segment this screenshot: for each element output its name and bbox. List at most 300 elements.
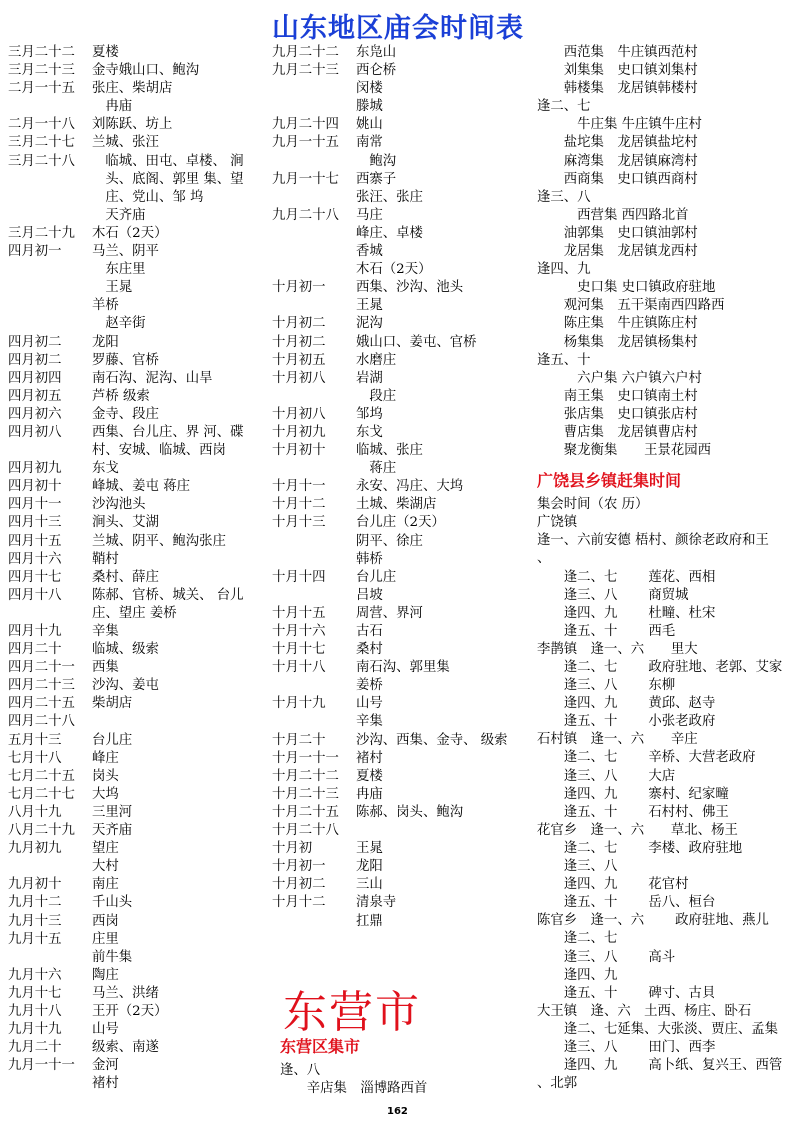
fair-date: 十月二十三	[272, 786, 339, 802]
fair-row	[8, 533, 244, 551]
fair-places: 羊桥	[92, 298, 119, 314]
fair-places: 山号	[356, 696, 383, 712]
market-line: 盐坨集 龙居镇盐坨村	[537, 135, 698, 151]
market-line: 油郭集 史口镇油郭村	[537, 225, 698, 241]
fair-row	[272, 840, 508, 858]
guangrao-line: 大王镇 逢、六 土西、杨庄、卧石	[537, 1003, 752, 1019]
fair-places: 南庄	[92, 877, 119, 893]
fair-row	[8, 949, 244, 967]
fair-date: 四月十五	[8, 533, 62, 549]
fair-date: 四月二十	[8, 642, 62, 658]
fair-row	[272, 189, 508, 207]
fair-places: 前牛集	[92, 949, 133, 965]
fair-places: 张庄、柴胡店	[92, 81, 173, 97]
fair-places: 大坞	[92, 786, 119, 802]
market-line: 刘集集 史口镇刘集村	[537, 63, 698, 79]
fair-places: 王晁	[92, 280, 133, 296]
fair-places: 三里河	[92, 804, 133, 820]
fair-date: 三月二十二	[8, 45, 75, 60]
market-line: 陈庄集 牛庄镇陈庄村	[537, 316, 698, 332]
guangrao-line: 逢四、九 高卜纸、复兴王、西管	[537, 1058, 783, 1074]
fair-places: 王开（2天）	[92, 1003, 168, 1019]
market-line: 西营集 西四路北首	[537, 207, 689, 223]
fair-places: 金河	[92, 1058, 119, 1074]
fair-places: 大村	[92, 859, 119, 875]
guangrao-line: 、北郭	[537, 1076, 578, 1092]
market-line: 西商集 史口镇西商村	[537, 171, 698, 187]
guangrao-line: 逢二、七 李楼、政府驻地	[537, 840, 743, 856]
market-line: 六户集 六户镇六户村	[537, 370, 702, 386]
guangrao-line: 逢五、十 岳八、桓台	[537, 895, 716, 911]
fair-row	[8, 370, 244, 388]
guangrao-line: 陈官乡 逢一、六 政府驻地、燕儿	[537, 913, 769, 929]
fair-places: 东戈	[92, 461, 119, 477]
guangrao-line: 逢四、九 寨村、纪家疃	[537, 786, 729, 802]
fair-row	[8, 894, 244, 912]
fair-row	[272, 786, 508, 804]
fair-row	[272, 370, 508, 388]
page-title: 山东地区庙会时间表	[272, 13, 524, 44]
guangrao-line: 逢二、七延集、大张淡、贾庄、孟集	[537, 1021, 779, 1037]
fair-row	[8, 424, 244, 442]
fair-places: 山号	[92, 1022, 119, 1038]
fair-date: 九月一十七	[272, 171, 339, 187]
fair-row	[272, 44, 508, 62]
fair-row	[272, 460, 508, 478]
fair-row	[8, 116, 244, 134]
fair-row	[8, 171, 244, 189]
fair-places: 水磨庄	[356, 352, 397, 368]
fair-places: 台儿庄	[356, 569, 397, 585]
fair-row	[272, 732, 508, 750]
fair-date: 十月二十	[272, 732, 326, 748]
fair-row	[8, 840, 244, 858]
guangrao-line: 逢四、九 黄邱、赵寺	[537, 696, 716, 712]
fair-date: 九月初十	[8, 877, 62, 893]
market-line: 逢二、七	[537, 99, 591, 115]
fair-row	[8, 1003, 244, 1021]
fair-date: 四月初五	[8, 388, 62, 404]
fair-places: 邹坞	[356, 406, 383, 422]
fair-row	[8, 695, 244, 713]
fair-date: 二月一十五	[8, 81, 75, 97]
guangrao-line: 逢四、九 花官村	[537, 877, 689, 893]
market-line: 韩楼集 龙居镇韩楼村	[537, 81, 698, 97]
fair-date: 四月二十八	[8, 714, 75, 730]
fair-date: 十月初九	[272, 424, 326, 440]
fair-places: 庄、望庄 姜桥	[92, 605, 177, 621]
fair-date: 八月二十九	[8, 823, 75, 839]
fair-places: 东凫山	[356, 45, 397, 60]
fair-row	[272, 424, 508, 442]
fair-row	[8, 732, 244, 750]
fair-places: 龙阳	[92, 334, 119, 350]
guangrao-line: 逢三、八 商贸城	[537, 587, 689, 603]
fair-date: 九月十七	[8, 985, 62, 1001]
fair-date: 九月二十八	[272, 207, 339, 223]
fair-row	[8, 641, 244, 659]
fair-row	[8, 514, 244, 532]
fair-row	[272, 334, 508, 352]
fair-date: 四月初一	[8, 244, 62, 260]
fair-row	[8, 62, 244, 80]
market-line: 牛庄集 牛庄镇牛庄村	[537, 117, 702, 133]
fair-places: 东庄里	[92, 262, 146, 278]
fair-row	[8, 858, 244, 876]
fair-date: 十月十一	[272, 479, 326, 495]
guangrao-line: 逢四、九 杜疃、杜宋	[537, 605, 716, 621]
guangrao-line: 逢二、七 莲花、西相	[537, 569, 716, 585]
fair-row	[8, 388, 244, 406]
market-line: 逢四、九	[537, 262, 591, 278]
page-number: 162	[387, 1106, 408, 1117]
fair-places: 村、安城、临城、西岗	[92, 443, 226, 459]
fair-row	[272, 587, 508, 605]
fair-places: 辛集	[356, 714, 383, 730]
fair-date: 四月十一	[8, 497, 62, 513]
fair-places: 辛集	[92, 624, 119, 639]
market-line: 西范集 牛庄镇西范村	[537, 45, 698, 60]
fair-row	[8, 478, 244, 496]
fair-date: 十月二十五	[272, 804, 339, 820]
guangrao-line: 逢二、七	[537, 931, 618, 947]
fair-date: 三月二十三	[8, 63, 75, 79]
fair-places: 木石（2天）	[92, 225, 168, 241]
fair-row	[272, 80, 508, 98]
fair-places: 南石沟、泥沟、山旱	[92, 370, 213, 386]
fair-places: 望庄	[92, 841, 119, 857]
dongying-line: 逢、八	[280, 1063, 321, 1078]
fair-date: 九月十八	[8, 1003, 62, 1019]
guangrao-line: 、	[537, 551, 551, 567]
guangrao-heading: 广饶县乡镇赶集时间	[537, 471, 682, 491]
fair-places: 金寺、段庄	[92, 406, 159, 422]
guangrao-line: 逢二、七 政府驻地、老郭、艾家	[537, 660, 783, 675]
fair-places: 冉庙	[92, 99, 133, 115]
fair-row	[272, 533, 508, 551]
fair-row	[8, 1021, 244, 1039]
fair-row	[8, 876, 244, 894]
market-line: 逢五、十	[537, 352, 591, 368]
fair-row	[8, 1075, 244, 1093]
fair-places: 土城、柴湖店	[356, 497, 437, 513]
fair-date: 九月初九	[8, 841, 62, 857]
fair-row	[8, 587, 244, 605]
fair-row	[8, 496, 244, 514]
guangrao-line: 逢五、十 碑寸、古貝	[537, 985, 716, 1001]
fair-places: 姜桥	[356, 678, 383, 694]
fair-row	[8, 225, 244, 243]
fair-row	[272, 116, 508, 134]
fair-row	[8, 460, 244, 478]
fair-row	[8, 189, 244, 207]
fair-row	[272, 894, 508, 912]
fair-row	[272, 605, 508, 623]
fair-row	[272, 623, 508, 641]
guangrao-line: 逢二、七 辛桥、大营老政府	[537, 750, 756, 766]
guangrao-line: 逢三、八	[537, 859, 618, 875]
fair-places: 永安、冯庄、大坞	[356, 479, 464, 495]
fair-places: 陈郝、岗头、鲍沟	[356, 804, 464, 820]
fair-places: 陶庄	[92, 967, 119, 983]
fair-date: 四月十三	[8, 515, 62, 531]
fair-places: 冉庙	[356, 786, 383, 802]
fair-date: 十月二十八	[272, 823, 339, 839]
fair-date: 九月十五	[8, 931, 62, 947]
fair-row	[272, 225, 508, 243]
fair-row	[8, 153, 244, 171]
fair-row	[272, 750, 508, 768]
fair-date: 四月十九	[8, 624, 62, 639]
guangrao-line: 逢五、十 石村村、佛王	[537, 804, 729, 820]
dongying-market-list	[537, 44, 782, 1093]
fair-date: 十月十四	[272, 569, 326, 585]
guangrao-line: 逢四、九	[537, 967, 618, 983]
fair-date: 七月二十七	[8, 786, 75, 802]
fair-places: 岩湖	[356, 370, 383, 386]
fair-row	[8, 334, 244, 352]
fair-row	[8, 786, 244, 804]
fair-row	[8, 569, 244, 587]
guangrao-line: 逢三、八 东柳	[537, 678, 676, 694]
fair-date: 九月十九	[8, 1022, 62, 1038]
fair-row	[272, 352, 508, 370]
fair-row	[272, 641, 508, 659]
fair-row	[272, 406, 508, 424]
fair-date: 九月十三	[8, 913, 62, 929]
fair-row	[8, 44, 244, 62]
market-line: 杨集集 龙居镇杨集村	[537, 334, 698, 350]
fair-places: 岗头	[92, 768, 119, 784]
fair-row	[272, 569, 508, 587]
fair-places: 临城、张庄	[356, 443, 423, 459]
market-line: 张店集 史口镇张店村	[537, 406, 698, 422]
fair-places: 闵楼	[356, 81, 383, 97]
fair-row	[8, 406, 244, 424]
fair-places: 段庄	[356, 388, 397, 404]
fair-date: 四月初十	[8, 479, 62, 495]
fair-date: 四月初八	[8, 424, 62, 440]
market-line: 聚龙衡集 王景花园西	[537, 443, 712, 459]
fair-date: 四月二十三	[8, 678, 75, 694]
fair-row	[8, 297, 244, 315]
fair-row	[8, 804, 244, 822]
fair-places: 台儿庄（2天）	[356, 515, 445, 531]
dongying-district-heading: 东营区集市	[280, 1037, 361, 1056]
fair-date: 十月初十	[272, 443, 326, 459]
fair-row	[8, 605, 244, 623]
fair-row	[8, 713, 244, 731]
dongying-line: 辛店集 淄博路西首	[280, 1081, 428, 1097]
dongying-city-heading: 东营市	[283, 987, 421, 1038]
fair-row	[8, 985, 244, 1003]
fair-row	[8, 967, 244, 985]
fair-row	[272, 677, 508, 695]
fair-date: 七月二十五	[8, 768, 75, 784]
fair-places: 峰庄、卓楼	[356, 225, 423, 241]
fair-row	[8, 931, 244, 949]
fair-row	[272, 551, 508, 569]
fair-date: 四月十六	[8, 551, 62, 567]
fair-row	[272, 659, 508, 677]
fair-places: 滕城	[356, 99, 383, 115]
fair-row	[272, 171, 508, 189]
market-line: 龙居集 龙居镇龙西村	[537, 244, 698, 260]
fair-places: 峰城、姜屯 蒋庄	[92, 479, 190, 495]
fair-row	[272, 876, 508, 894]
fair-row	[8, 677, 244, 695]
fair-places: 柴胡店	[92, 696, 133, 712]
fair-date: 九月二十二	[272, 45, 339, 60]
fair-date: 十月二十二	[272, 768, 339, 784]
fair-places: 鞘村	[92, 551, 119, 567]
fair-places: 东戈	[356, 424, 383, 440]
fair-places: 褚村	[92, 1076, 119, 1092]
fair-date: 四月初九	[8, 461, 62, 477]
fair-date: 四月二十五	[8, 696, 75, 712]
guangrao-line: 广饶镇	[537, 515, 578, 531]
fair-date: 三月二十九	[8, 225, 75, 241]
fair-places: 临城、田屯、卓楼、 涧	[92, 153, 244, 169]
fair-places: 南常	[356, 135, 383, 151]
fair-places: 刘陈跃、坊上	[92, 117, 173, 133]
fair-places: 王晁	[356, 841, 383, 857]
fair-places: 三山	[356, 877, 383, 893]
market-line: 观河集 五干渠南西四路西	[537, 298, 725, 314]
fair-row	[8, 80, 244, 98]
guangrao-line: 逢五、十 西毛	[537, 623, 676, 639]
fair-places: 赵辛街	[92, 316, 146, 332]
fair-date: 八月十九	[8, 804, 62, 820]
guangrao-line: 花官乡 逢一、六 草北、杨王	[537, 822, 738, 838]
fair-row	[8, 750, 244, 768]
fair-date: 十月初八	[272, 370, 326, 386]
fair-row	[8, 98, 244, 116]
fair-row	[8, 623, 244, 641]
guangrao-line: 逢一、六前安德 梧村、颜徐老政府和王	[537, 533, 769, 549]
fair-places: 西集	[92, 660, 119, 676]
fair-row	[8, 822, 244, 840]
fair-places: 千山头	[92, 895, 133, 911]
fair-row	[272, 134, 508, 152]
fair-date: 十月初二	[272, 334, 326, 350]
fair-date: 四月十七	[8, 569, 62, 585]
fair-date: 十月十九	[272, 696, 326, 712]
fair-row	[272, 913, 508, 931]
fair-date: 四月初六	[8, 406, 62, 422]
fair-row	[272, 478, 508, 496]
fair-places: 褚村	[356, 750, 383, 766]
fair-row	[8, 659, 244, 677]
fair-places: 天齐庙	[92, 207, 146, 223]
fair-places: 泥沟	[356, 316, 383, 332]
fair-date: 十月初五	[272, 352, 326, 368]
fair-places: 西仑桥	[356, 63, 397, 79]
fair-date: 十月一十一	[272, 750, 339, 766]
fair-list-col2	[272, 44, 508, 931]
fair-row	[272, 315, 508, 333]
fair-date: 九月十二	[8, 895, 62, 911]
fair-places: 庄里	[92, 931, 119, 947]
fair-places: 沙沟、西集、金寺、 级索	[356, 732, 508, 748]
fair-places: 桑村	[356, 642, 383, 658]
fair-places: 清泉寺	[356, 895, 397, 911]
fair-places: 级索、南遂	[92, 1040, 159, 1056]
fair-places: 龙阳	[356, 859, 383, 875]
fair-row	[8, 442, 244, 460]
market-line: 曹店集 龙居镇曹店村	[537, 424, 698, 440]
fair-places: 姚山	[356, 117, 383, 133]
fair-places: 天齐庙	[92, 823, 133, 839]
fair-row	[8, 551, 244, 569]
fair-places: 西寨子	[356, 171, 397, 187]
fair-list-col1	[8, 44, 244, 1093]
fair-places: 罗藤、官桥	[92, 352, 159, 368]
fair-date: 九月一十一	[8, 1058, 75, 1074]
fair-places: 周营、界河	[356, 605, 423, 621]
fair-row	[8, 207, 244, 225]
fair-places: 西集、沙沟、池头	[356, 280, 464, 296]
fair-date: 九月二十四	[272, 117, 339, 133]
fair-row	[272, 822, 508, 840]
fair-places: 马兰、洪绪	[92, 985, 159, 1001]
fair-row	[272, 514, 508, 532]
guangrao-line: 集会时间（农 历）	[537, 497, 649, 513]
fair-date: 四月初二	[8, 334, 62, 350]
fair-row	[272, 695, 508, 713]
market-line: 史口集 史口镇政府驻地	[537, 280, 716, 296]
fair-row	[272, 858, 508, 876]
fair-places: 西岗	[92, 913, 119, 929]
fair-date: 十月十六	[272, 624, 326, 639]
fair-date: 二月一十八	[8, 117, 75, 133]
fair-row	[272, 261, 508, 279]
fair-places: 韩桥	[356, 551, 383, 567]
fair-places: 马兰、阴平	[92, 244, 159, 260]
fair-row	[8, 134, 244, 152]
fair-places: 芦桥 级索	[92, 388, 150, 404]
fair-row	[272, 153, 508, 171]
fair-places: 兰城、张汪	[92, 135, 159, 151]
fair-date: 三月二十七	[8, 135, 75, 151]
fair-row	[272, 768, 508, 786]
fair-places: 临城、级索	[92, 642, 159, 658]
fair-date: 十月初一	[272, 859, 326, 875]
fair-date: 十月初	[272, 841, 313, 857]
fair-row	[272, 388, 508, 406]
fair-places: 兰城、阴平、鲍沟张庄	[92, 533, 226, 549]
fair-row	[272, 804, 508, 822]
fair-date: 四月初四	[8, 370, 62, 386]
fair-row	[8, 261, 244, 279]
guangrao-line: 逢三、八 田门、西李	[537, 1039, 716, 1055]
fair-row	[8, 352, 244, 370]
fair-row	[272, 496, 508, 514]
fair-row	[272, 713, 508, 731]
fair-places: 香城	[356, 244, 383, 260]
fair-date: 十月初一	[272, 280, 326, 296]
market-line: 南王集 史口镇南土村	[537, 388, 698, 404]
fair-row	[272, 98, 508, 116]
guangrao-line: 逢三、八 高斗	[537, 949, 676, 965]
fair-row	[272, 243, 508, 261]
fair-places: 马庄	[356, 207, 383, 223]
fair-places: 鲍沟	[356, 153, 397, 169]
fair-row	[8, 243, 244, 261]
fair-row	[8, 913, 244, 931]
fair-places: 峰庄	[92, 750, 119, 766]
fair-places: 台儿庄	[92, 732, 133, 748]
